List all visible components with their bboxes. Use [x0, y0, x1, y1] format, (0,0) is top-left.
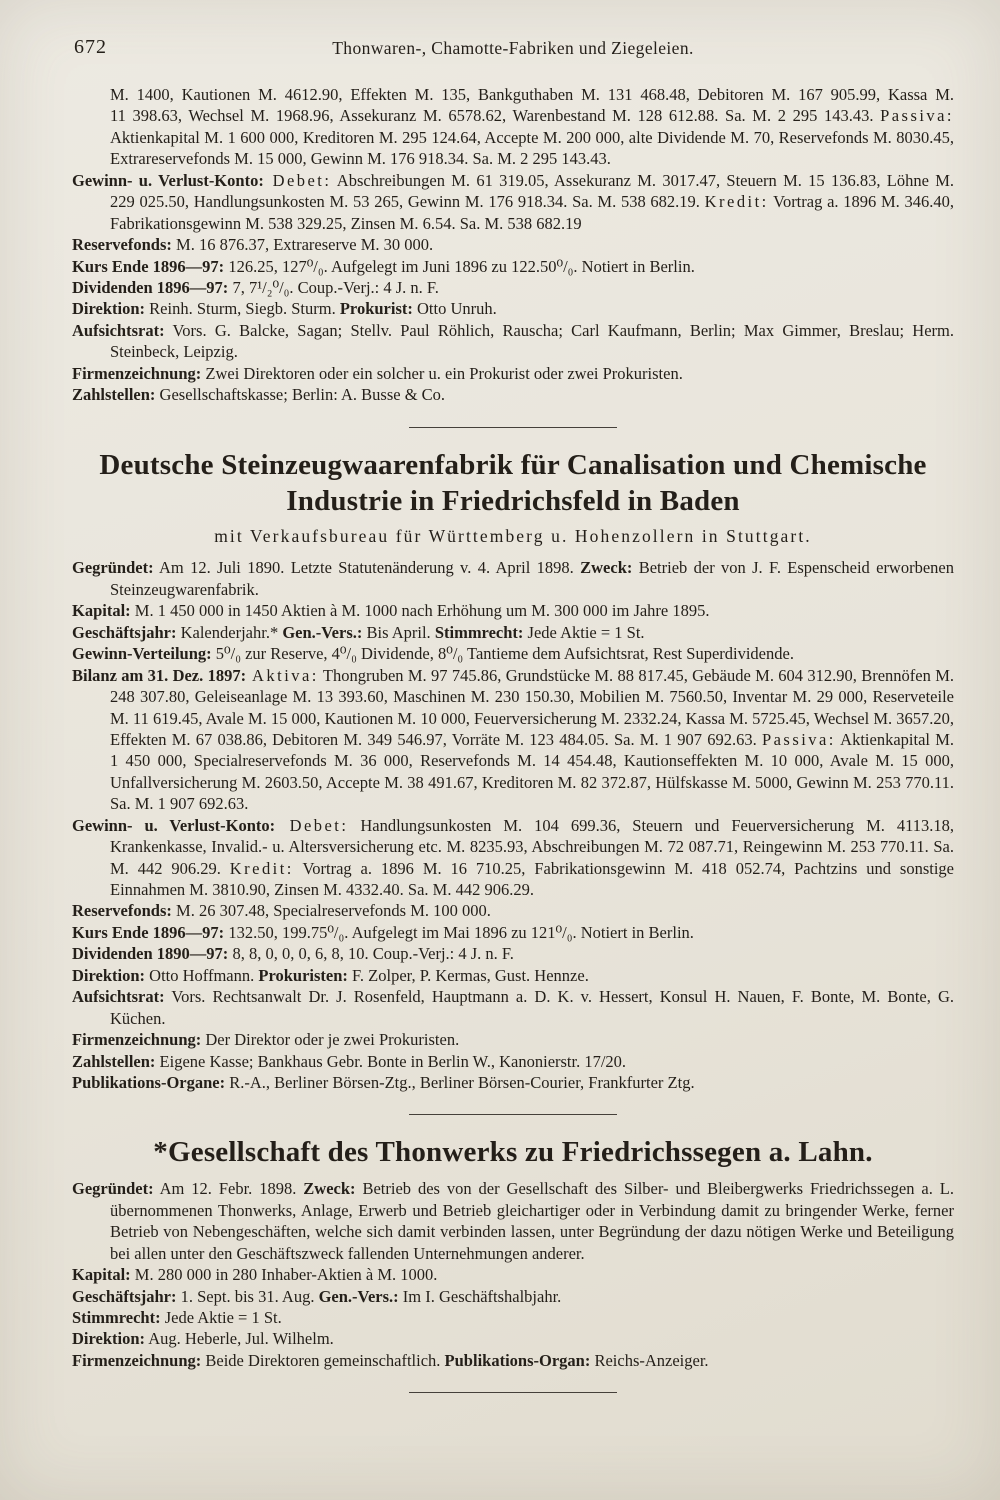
text-run: Im I. Geschäftshalbjahr. — [398, 1286, 562, 1306]
entry-paragraph — [72, 557, 954, 600]
text-run: Am 12. Juli 1890. Letzte Statutenänderung v. 4. April 1898. — [153, 558, 581, 578]
field-label: Kurs Ende 1896—97: — [72, 256, 225, 276]
text-run: Jede Aktie = 1 St. — [523, 622, 645, 642]
field-label: Gen.-Vers.: — [318, 1286, 399, 1306]
text-run: Vortrag a. 1896 M. 16 710.25, Fabrikationsgewinn M. 418 052.74, Pachtzins und sonstige Einnahmen M. 3810.90, Zinsen M. 4332.40. Sa. M. 442 906.29. — [110, 858, 954, 900]
field-label: Bilanz am 31. Dez. 1897: — [72, 665, 247, 685]
text-run: Eigene Kasse; Bankhaus Gebr. Bonte in Berlin W., Kanonierstr. 17/20. — [155, 1051, 627, 1071]
text-run: R.-A., Berliner Börsen-Ztg., Berliner Börsen-Courier, Frankfurter Ztg. — [225, 1072, 695, 1092]
running-title: Thonwaren-, Chamotte-Fabriken und Ziegeleien. — [332, 38, 694, 58]
field-label: Geschäftsjahr: — [72, 622, 177, 642]
spaced-term: Debet: — [275, 815, 349, 835]
text-run: Vortrag a. 1896 M. 346.40, Fabrikationsgewinn M. 538 329.25, Zinsen M. 6.54. Sa. M. 538 682.19 — [110, 192, 954, 233]
text-run: 5⁰/₀ zur Reserve, 4⁰/₀ Dividende, 8⁰/₀ Tantieme dem Aufsichtsrat, Rest Superdividende. — [211, 644, 794, 664]
field-label: Gewinn-Verteilung: — [72, 644, 212, 664]
entry-paragraph — [72, 1178, 954, 1264]
text-run: Reinh. Sturm, Siegb. Sturm. — [145, 299, 340, 319]
field-label: Reservefonds: — [72, 235, 172, 255]
entry-paragraph — [72, 298, 954, 319]
text-run: Otto Hoffmann. — [145, 965, 259, 985]
entry-paragraph — [72, 943, 954, 964]
text-run: Aug. Heberle, Jul. Wilhelm. — [145, 1329, 334, 1349]
field-label: Aufsichtsrat: — [72, 320, 165, 340]
entry-paragraph — [72, 665, 954, 815]
entry-paragraph — [72, 256, 954, 277]
field-label: Kapital: — [72, 1265, 131, 1285]
text-run: 132.50, 199.75⁰/₀. Aufgelegt im Mai 1896 zu 121⁰/₀. Notiert in Berlin. — [224, 922, 694, 942]
entry-paragraph — [72, 1264, 954, 1285]
text-run: Reichs-Anzeiger. — [590, 1350, 709, 1370]
text-run: M. 16 876.37, Extrareserve M. 30 000. — [171, 235, 434, 255]
text-run: Der Direktor oder je zwei Prokuristen. — [201, 1030, 460, 1050]
entry-paragraph — [72, 1072, 954, 1093]
text-run: 1. Sept. bis 31. Aug. — [176, 1286, 319, 1306]
text-run: Am 12. Febr. 1898. — [153, 1179, 304, 1199]
company-entry — [72, 448, 954, 1094]
field-label: Zweck: — [580, 558, 633, 578]
field-label: Gen.-Vers.: — [282, 622, 363, 642]
entry-paragraph — [72, 986, 954, 1029]
field-label: Publikations-Organ: — [444, 1350, 591, 1370]
entry-paragraph — [72, 1350, 954, 1371]
field-label: Direktion: — [72, 965, 146, 985]
text-run: 7, 7¹/₂⁰/₀. Coup.-Verj.: 4 J. n. F. — [228, 277, 439, 297]
company-entry — [72, 84, 954, 406]
entry-paragraph — [72, 234, 954, 255]
company-subheading: mit Verkaufsbureau für Württemberg u. Hohenzollern in Stuttgart. — [214, 526, 812, 547]
entry-paragraph — [72, 84, 954, 170]
text-run: M. 280 000 in 280 Inhaber-Aktien à M. 1000. — [130, 1265, 438, 1285]
field-label: Geschäftsjahr: — [72, 1286, 177, 1306]
spaced-term: Debet: — [263, 170, 332, 190]
text-run: Zwei Direktoren oder ein solcher u. ein Prokurist oder zwei Prokuristen. — [201, 363, 683, 383]
page-number: 672 — [74, 36, 107, 58]
field-label: Prokurist: — [339, 299, 413, 319]
text-run: Aktienkapital M. 1 450 000, Specialreservefonds M. 36 000, Reservefonds M. 14 454.48, Kautionseffekten M. 10 000, Avale M. 15 000, Unfallversicherung M. 2603.50, Accepte M. 38 491.67, Kreditoren M. 82 372.87, Hülfskasse M. 5000, Gewinn M. 253 770.11. Sa. M. 1 907 692.63. — [110, 729, 954, 814]
field-label: Aufsichtsrat: — [72, 987, 165, 1007]
text-run: Betrieb der von J. F. Espenscheid erworbenen Steinzeugwarenfabrik. — [110, 558, 954, 599]
field-label: Reservefonds: — [72, 901, 172, 921]
field-label: Gewinn- u. Verlust-Konto: — [72, 815, 276, 835]
text-run: F. Zolper, P. Kermas, Gust. Hennze. — [347, 965, 589, 985]
entry-paragraph — [72, 363, 954, 384]
field-label: Prokuristen: — [258, 965, 348, 985]
field-label: Publikations-Organe: — [72, 1072, 226, 1092]
field-label: Zahlstellen: — [72, 385, 156, 405]
spaced-term: Kredit: — [229, 858, 294, 878]
text-run: M. 1400, Kautionen M. 4612.90, Effekten M. 135, Bankguthaben M. 131 468.48, Debitoren M. 167 905.99, Kassa M. 11 398.63, Wechsel M. 1968.96, Assekuranz M. 6578.62, Warenbestand M. 128 612.88. Sa. M. 2 295 143.43. — [110, 85, 954, 126]
entry-paragraph — [72, 277, 954, 298]
page-header — [72, 36, 954, 66]
text-run: Handlungsunkosten M. 104 699.36, Steuern und Feuerversicherung M. 4113.18, Krankenkasse, Invalid.- u. Altersversicherung etc. M. 8235.93, Abschreibungen M. 72 087.71, Reingewinn M. 253 770.11. Sa. M. 442 906.29. — [110, 815, 954, 878]
spaced-term: Kredit: — [704, 192, 769, 212]
text-run: Bis April. — [362, 622, 435, 642]
section-divider-rule — [409, 427, 617, 428]
entry-paragraph — [72, 900, 954, 921]
entries-container — [72, 84, 954, 1393]
text-run: Jede Aktie = 1 St. — [160, 1307, 282, 1327]
entry-paragraph — [72, 1029, 954, 1050]
section-divider-rule — [409, 1392, 617, 1393]
entry-paragraph — [72, 965, 954, 986]
entry-paragraph — [72, 600, 954, 621]
company-entry — [72, 1135, 954, 1371]
text-run: Vors. G. Balcke, Sagan; Stellv. Paul Röhlich, Rauscha; Carl Kaufmann, Berlin; Max Gimmer, Breslau; Herm. Steinbeck, Leipzig. — [110, 320, 954, 362]
field-label: Gegründet: — [72, 1179, 154, 1199]
entry-paragraph — [72, 643, 954, 664]
entry-paragraph — [72, 384, 954, 405]
spaced-term: Passiva: — [761, 729, 836, 749]
field-label: Kurs Ende 1896—97: — [72, 922, 225, 942]
text-run: M. 1 450 000 in 1450 Aktien à M. 1000 nach Erhöhung um M. 300 000 im Jahre 1895. — [130, 601, 710, 621]
spaced-term: Aktiva: — [246, 665, 319, 685]
entry-paragraph — [72, 815, 954, 901]
text-run: Betrieb des von der Gesellschaft des Silber- und Bleibergwerks Friedrichssegen a. L. übernommenen Thonwerks, Anlage, Erwerb und Betrieb gleichartiger oder in Verbindung damit zu bringender Werke, ferner Betrieb von Nebengeschäften, welche sich damit verbinden lassen, unter Begründung der dazu nötigen Werke und Beteiligung bei allen unter den Geschäftszweck fallenden Unternehmungen anderer. — [110, 1179, 954, 1263]
field-label: Direktion: — [72, 299, 146, 319]
spaced-term: Passiva: — [880, 106, 954, 126]
entry-paragraph — [72, 922, 954, 943]
text-run: Thongruben M. 97 745.86, Grundstücke M. 88 817.45, Gebäude M. 604 312.90, Brennöfen M. 248 307.80, Geleiseanlage M. 13 393.60, Maschinen M. 230 150.30, Mobilien M. 7560.50, Inventar M. 29 000, Reserveteile M. 11 619.45, Avale M. 15 000, Kautionen M. 10 000, Feuerversicherung M. 2332.24, Kassa M. 5725.45, Wechsel M. 3657.20, Effekten M. 67 038.86, Debitoren M. 349 546.97, Vorräte M. 123 484.05. Sa. M. 1 907 692.63. — [110, 665, 955, 749]
entry-paragraph — [72, 622, 954, 643]
entry-paragraph — [72, 1307, 954, 1328]
company-name-heading: *Gesellschaft des Thonwerks zu Friedrichssegen a. Lahn. — [153, 1136, 873, 1169]
field-label: Firmenzeichnung: — [72, 1030, 202, 1050]
entry-paragraph — [72, 1328, 954, 1349]
entry-paragraph — [72, 1051, 954, 1072]
text-run: Gesellschaftskasse; Berlin: A. Busse & Co. — [155, 385, 446, 405]
text-run: Otto Unruh. — [412, 299, 497, 319]
text-run: Beide Direktoren gemeinschaftlich. — [201, 1350, 445, 1370]
text-run: 8, 8, 0, 0, 0, 6, 8, 10. Coup.-Verj.: 4 J. n. F. — [228, 944, 514, 964]
field-label: Zahlstellen: — [72, 1051, 156, 1071]
text-run: 126.25, 127⁰/₀. Aufgelegt im Juni 1896 zu 122.50⁰/₀. Notiert in Berlin. — [224, 256, 695, 276]
text-run: Kalenderjahr.* — [176, 622, 283, 642]
text-run: Abschreibungen M. 61 319.05, Assekuranz M. 3017.47, Steuern M. 15 136.83, Löhne M. 229 025.50, Handlungsunkosten M. 53 265, Gewinn M. 176 918.34. Sa. M. 538 682.19. — [110, 170, 954, 212]
field-label: Zweck: — [303, 1179, 356, 1199]
company-name-heading: Deutsche Steinzeugwaarenfabrik für Canalisation und Chemische Industrie in Friedrichsfeld in Baden — [99, 448, 927, 517]
entry-paragraph — [72, 320, 954, 363]
field-label: Kapital: — [72, 601, 131, 621]
field-label: Dividenden 1896—97: — [72, 277, 229, 297]
field-label: Firmenzeichnung: — [72, 363, 202, 383]
entry-paragraph — [72, 1286, 954, 1307]
field-label: Direktion: — [72, 1329, 146, 1349]
field-label: Stimmrecht: — [72, 1307, 161, 1327]
field-label: Gegründet: — [72, 558, 154, 578]
field-label: Gewinn- u. Verlust-Konto: — [72, 170, 264, 190]
field-label: Stimmrecht: — [434, 622, 524, 642]
field-label: Firmenzeichnung: — [72, 1350, 202, 1370]
section-divider-rule — [409, 1114, 617, 1115]
field-label: Dividenden 1890—97: — [72, 944, 229, 964]
entry-paragraph — [72, 170, 954, 234]
text-run: Vors. Rechtsanwalt Dr. J. Rosenfeld, Hauptmann a. D. K. v. Hessert, Konsul H. Nauen, F. Bonte, M. Bonte, G. Küchen. — [110, 987, 954, 1028]
text-run: Aktienkapital M. 1 600 000, Kreditoren M. 295 124.64, Accepte M. 200 000, alte Dividende M. 70, Reservefonds M. 8030.45, Extrareservefonds M. 15 000, Gewinn M. 176 918.34. Sa. M. 2 295 143.43. — [110, 127, 954, 169]
text-run: M. 26 307.48, Specialreservefonds M. 100 000. — [171, 901, 491, 921]
